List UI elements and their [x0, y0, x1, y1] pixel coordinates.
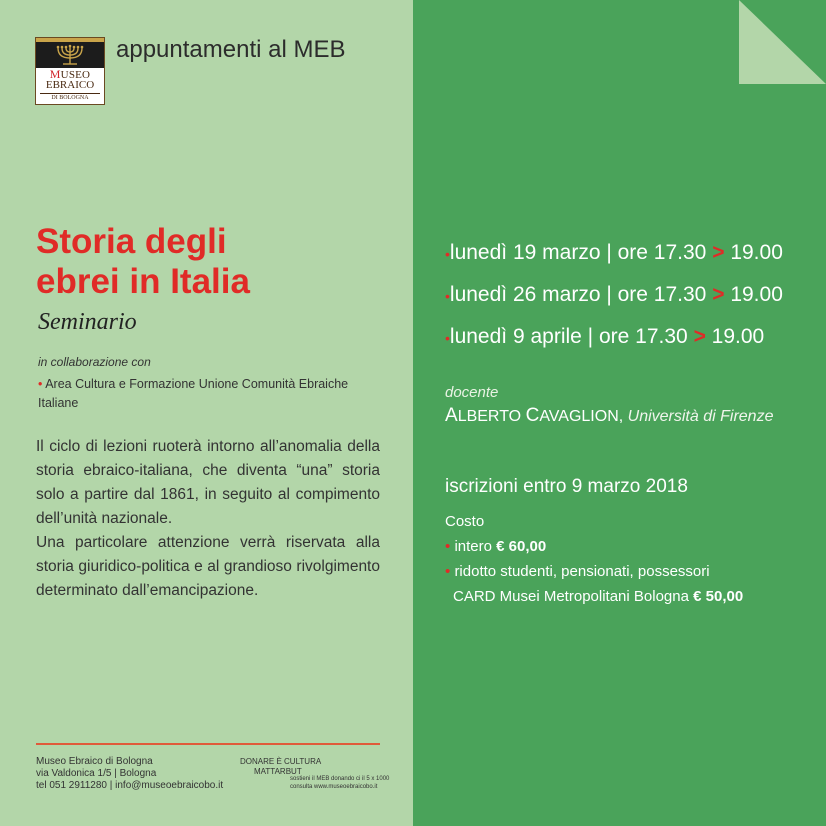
date-start: ore 17.30	[617, 283, 707, 306]
folded-corner-icon	[739, 0, 826, 84]
docente-first-initial: A	[445, 405, 458, 426]
collaboration-item	[38, 375, 368, 413]
bullet-icon: •	[445, 563, 451, 580]
footer-address	[36, 756, 223, 792]
collaboration-label: in collaborazione con	[38, 355, 151, 369]
arrow-icon: >	[712, 283, 725, 306]
logo-dark-band	[36, 38, 104, 68]
price-reduced-value: € 50,00	[693, 588, 744, 605]
date-day: lunedì 26 marzo	[449, 283, 601, 306]
date-end: 19.00	[711, 325, 765, 348]
event-title	[36, 222, 250, 302]
price-reduced-label2: CARD Musei Metropolitani Bologna	[453, 588, 689, 605]
docente-last-rest: AVAGLION	[539, 408, 619, 425]
description	[36, 435, 380, 603]
bullet-icon: •	[445, 330, 450, 346]
price-full-label: intero	[454, 538, 492, 555]
footer-address-line1: Museo Ebraico di Bologna	[36, 756, 153, 767]
donate-sub: MATTARBUT	[254, 767, 302, 776]
donate-title: DONARE È CULTURA	[240, 757, 322, 766]
date-day: lunedì 9 aprile	[449, 325, 582, 348]
logo-ebraico: EBRAICO	[45, 79, 95, 91]
page-header: appuntamenti al MEB	[116, 36, 346, 63]
price-reduced	[445, 563, 710, 580]
logo-museo: MUSEO	[49, 67, 91, 81]
docente-university: Università di Firenze	[627, 408, 774, 425]
arrow-icon: >	[712, 241, 725, 264]
date-start: ore 17.30	[617, 241, 707, 264]
date-start: ore 17.30	[598, 325, 688, 348]
donate-note-line1: sostieni il MEB donando ci il 5 x 1000	[290, 776, 390, 782]
date-end: 19.00	[730, 241, 783, 264]
docente-first-rest: LBERTO	[457, 408, 522, 425]
description-paragraph-1: Il ciclo di lezioni ruoterà intorno all’anomalia della storia ebraico-italiana, che diventa “una” storia solo a partire dal 1861, in seguito al compimento dell’unità nazionale.	[36, 438, 380, 527]
bullet-icon: •	[445, 538, 451, 555]
cost-label: Costo	[445, 513, 485, 530]
docente-last-initial: C	[525, 405, 540, 426]
menorah-icon	[36, 38, 104, 68]
donate-block	[240, 757, 321, 777]
donate-note-line2: consulta www.museoebraicobo.it	[290, 784, 378, 790]
bullet-icon: •	[38, 377, 43, 391]
price-full-value: € 60,00	[496, 538, 547, 555]
description-paragraph-2: Una particolare attenzione verrà riservata alla storia giuridico-politica e al grandioso rivolgimento determinato dall’emancipazione.	[36, 534, 380, 599]
price-reduced-label: ridotto studenti, pensionati, possessori	[454, 563, 710, 580]
collaboration-item-text: Area Cultura e Formazione Unione Comunità Ebraiche Italiane	[38, 377, 349, 410]
bullet-icon: •	[445, 288, 450, 304]
museum-logo	[35, 37, 105, 105]
logo-di-bologna: DI BOLOGNA	[40, 93, 100, 103]
registration-deadline: iscrizioni entro 9 marzo 2018	[445, 476, 688, 497]
docente-name: ALBERTO CAVAGLION, Università di Firenze	[445, 405, 774, 426]
date-end: 19.00	[730, 283, 783, 306]
event-subtitle: Seminario	[38, 309, 137, 335]
event-title-line2: ebrei in Italia	[36, 262, 250, 301]
docente-label: docente	[445, 384, 499, 401]
footer-address-line3: tel 051 2911280 | info@museoebraicobo.it	[36, 780, 224, 791]
footer-divider	[36, 743, 380, 745]
date-item-2: •lunedì 26 marzo | ore 17.30 > 19.00	[445, 283, 783, 306]
date-day: lunedì 19 marzo	[449, 241, 601, 264]
price-reduced-line2	[453, 588, 743, 605]
arrow-icon: >	[693, 325, 706, 348]
donate-note	[290, 775, 389, 791]
price-full	[445, 538, 546, 555]
footer-address-line2: via Valdonica 1/5 | Bologna	[36, 768, 157, 779]
date-item-1: •lunedì 19 marzo | ore 17.30 > 19.00	[445, 241, 783, 264]
bullet-icon: •	[445, 246, 450, 262]
event-title-line1: Storia degli	[36, 222, 227, 261]
date-item-3: •lunedì 9 aprile | ore 17.30 > 19.00	[445, 325, 765, 348]
